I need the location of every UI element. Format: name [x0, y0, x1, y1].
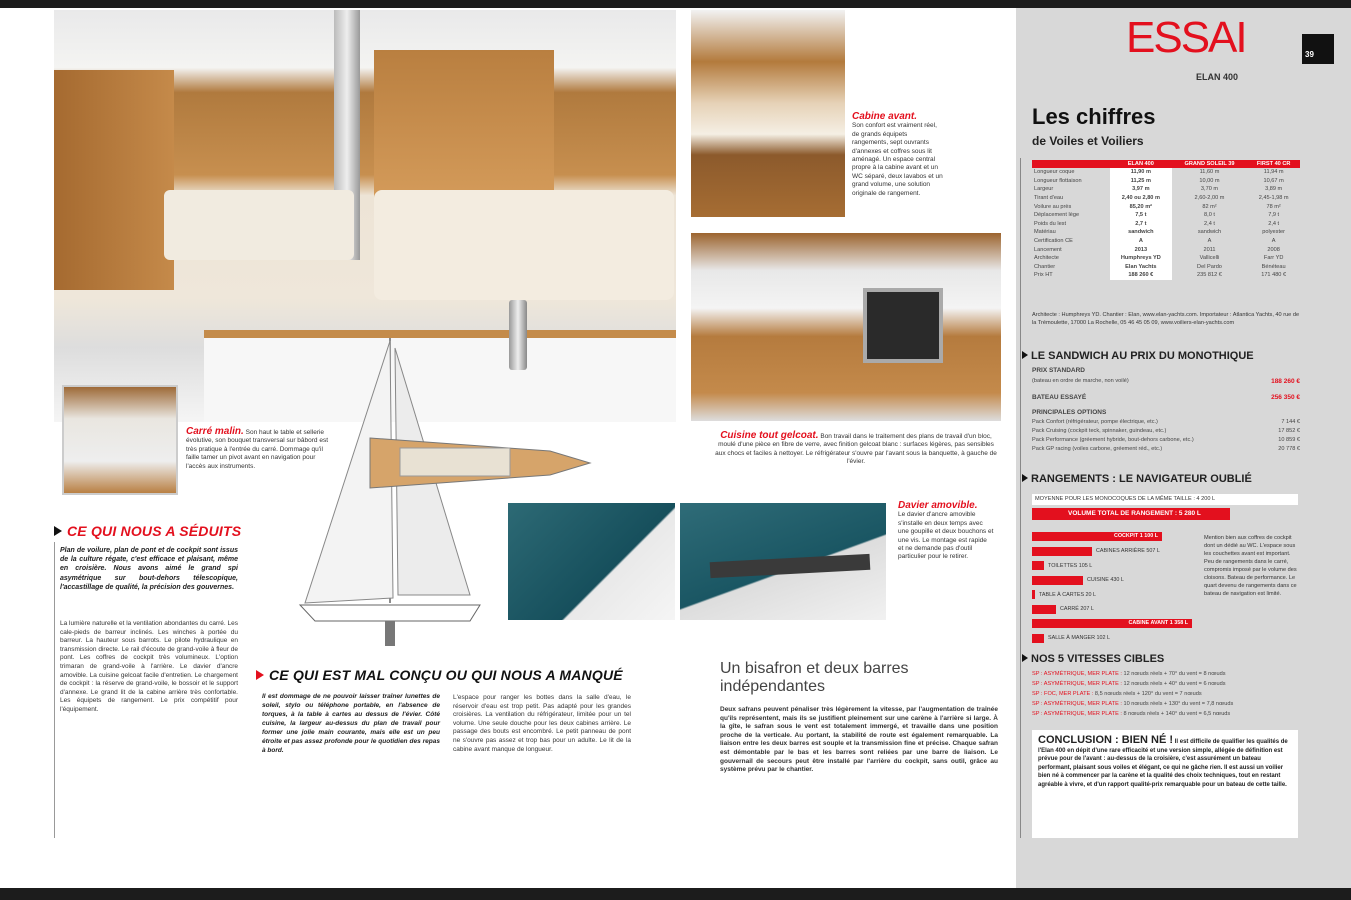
table-cell: 11,60 m: [1199, 169, 1220, 176]
divider: [54, 542, 55, 838]
heading-sandwich: LE SANDWICH AU PRIX DU MONOTHIQUE: [1022, 350, 1254, 362]
table-cell: Architecte: [1034, 255, 1059, 262]
storage-bar: [1032, 576, 1083, 585]
mal-concu-intro: Il est dommage de ne pouvoir laisser traîner lunettes de soleil, stylo ou téléphone portable, en l'absence de torques, à la table à cartes au dessus de l'évier. Côté cuisine, la largeur au-dessus du plan de travail pour former une jolie main courante, mais elle est un peu étroite et pas assez profonde pour le quotidien des repas à bord.: [262, 693, 440, 754]
specs-table: [1032, 160, 1300, 280]
caption-cuisine: [715, 432, 997, 467]
table-cell: 3,97 m: [1110, 185, 1172, 194]
seduits-intro: Plan de voilure, plan de pont et de cockpit sont issus de la culture régate, c'est efficace et plaisant, même en croisière. Nous avons aimé le grand spi asymétrique sur bout-dehors télescopique, l'accastillage de qualité, la précision des gouvernes.: [60, 547, 238, 591]
table-cell: A: [1207, 238, 1212, 245]
table-cell: Prix HT: [1034, 272, 1053, 279]
storage-bar-row: [1032, 605, 1094, 614]
table-cell: Del Pardo: [1197, 263, 1222, 270]
storage-bar-row: [1032, 619, 1192, 628]
table-cell: 2,60-2,00 m: [1194, 195, 1225, 202]
heading-rangements: RANGEMENTS : LE NAVIGATEUR OUBLIÉ: [1022, 473, 1252, 485]
rangement-moyenne: MOYENNE POUR LES MONOCOQUES DE LA MÊME TAILLE : 4 200 L: [1032, 494, 1298, 505]
seduits-points: La lumière naturelle et la ventilation abondantes du carré. Les cale-pieds de barreur inclinés. Les winches à portée du barreur. La hauteur sous barrots. Le pilote hydraulique en transmission directe. Le rail d'écoute de grand-voile à fleur de pont. Les coffres de cockpit très volumineux. L'option trimaran de grand-voile à l'arrière. Le davier d'ancre amovible. La cuisine gelcoat facile d'entretien. Le chargement de cockpit : la réserve de grand-voile, le bossoir et le support d'annexe. Le grand lit de la cabine arrière très confortable. Les équipets de rangement. Le prix compétitif pour l'équipement.: [60, 620, 238, 713]
section-title: ESSAI: [1126, 13, 1246, 62]
caption-title: Davier amovible.: [898, 500, 978, 511]
table-row: [1032, 194, 1300, 203]
table-row: [1032, 202, 1300, 211]
column-header: [1032, 160, 1110, 168]
table-row: [1032, 220, 1300, 229]
table-cell: 7,9 t: [1268, 212, 1280, 219]
table-cell: 82 m²: [1202, 203, 1217, 210]
option-row: Pack Cruising (cockpit teck, spinnaker, guindeau, etc.) 17 852 €: [1032, 428, 1300, 434]
table-cell: Largeur: [1034, 186, 1054, 193]
table-cell: 2,7 t: [1110, 220, 1172, 229]
table-header: [1032, 160, 1300, 168]
caption-cabine: [852, 113, 944, 198]
table-row: [1032, 254, 1300, 263]
galley-photo: [691, 233, 1001, 421]
table-cell: 10,00 m: [1199, 177, 1220, 184]
table-cell: 78 m²: [1266, 203, 1281, 210]
caption-carre: [186, 428, 328, 471]
column-header: ELAN 400: [1110, 160, 1172, 168]
table-cell: 2013: [1110, 245, 1172, 254]
bar-label: COCKPIT 1 100 L: [1113, 533, 1158, 539]
boat-name: ELAN 400: [1196, 72, 1239, 82]
table-cell: 85,20 m²: [1110, 202, 1172, 211]
table-row: [1032, 228, 1300, 237]
mal-concu-col2: L'espace pour ranger les bottes dans la salle d'eau, le réservoir d'eau est trop petit. Pas adapté pour les grandes croisières. La ventilation du réfrigérateur, limitée pour un tel volume. Une seule douche pour les deux cabines arrière. Le passage des bouts est encombré. Le petit panneau de pont ne s'ouvre pas assez et trop bas pour un adulte. Le lit de la cabine avant manque de longueur.: [453, 694, 631, 753]
table-cell: Voilure au près: [1034, 203, 1072, 210]
bateau-essaye-row: BATEAU ESSAYÉ 256 350 €: [1032, 394, 1300, 401]
storage-bar-row: [1032, 561, 1092, 570]
removable-bow-roller-photo: [680, 503, 886, 620]
caption-text: Son confort est vraiment réel, de grands équipets rangements, sept ouvrants d'annexes et coffres sous lit aménagé. Un espace central propre à la cabine avant et un WC séparé, deux lavabos et un grand volume, une solution originale de rangement.: [852, 122, 943, 197]
table-cell: 10,67 m: [1263, 177, 1284, 184]
table-cell: 2011: [1203, 246, 1216, 253]
storage-bar: [1032, 547, 1092, 556]
column-header: FIRST 40 CR: [1247, 160, 1300, 168]
table-cell: 11,25 m: [1110, 177, 1172, 186]
table-cell: 8,0 t: [1204, 212, 1215, 219]
option-row: Pack Performance (gréement hybride, bout-dehors carbone, etc.) 10 859 €: [1032, 437, 1300, 443]
heading-vitesses: NOS 5 VITESSES CIBLES: [1022, 653, 1164, 665]
option-row: Pack GP racing (voiles carbone, gréement réd., etc.) 20 778 €: [1032, 446, 1300, 452]
table-cell: 2,4 t: [1268, 220, 1280, 227]
table-cell: sandwich: [1110, 228, 1172, 237]
table-cell: Vallicelli: [1199, 255, 1220, 262]
bar-label: CARRÉ 207 L: [1060, 606, 1094, 612]
storage-bar-row: [1032, 576, 1124, 585]
figures-subtitle: de Voiles et Voiliers: [1032, 134, 1144, 148]
heading-mal-concu: CE QUI EST MAL CONÇU OU QUI NOUS A MANQUÉ: [256, 667, 623, 683]
table-cell: 11,94 m: [1263, 169, 1284, 176]
table-cell: Chantier: [1034, 263, 1056, 270]
chart-table-inset-photo: [62, 385, 178, 495]
table-cell: 3,89 m: [1265, 186, 1283, 193]
table-cell: Bénéteau: [1261, 263, 1286, 270]
caption-title: Cuisine tout gelcoat.: [720, 430, 819, 441]
table-cell: A: [1110, 237, 1172, 246]
table-row: [1032, 177, 1300, 186]
table-cell: Humphreys YD: [1110, 254, 1172, 263]
table-cell: Elan Yachts: [1110, 263, 1172, 272]
rangement-total: VOLUME TOTAL DE RANGEMENT : 5 280 L: [1032, 508, 1230, 520]
table-cell: A: [1271, 238, 1276, 245]
storage-bar: [1032, 634, 1044, 643]
table-cell: Poids du lest: [1034, 220, 1067, 227]
table-row: [1032, 185, 1300, 194]
prix-standard-note-row: (bateau en ordre de marche, non voilé) 188 260 €: [1032, 378, 1300, 385]
table-cell: 2,45-1,98 m: [1258, 195, 1289, 202]
table-row: [1032, 237, 1300, 246]
speed-row: SP : ASYMÉTRIQUE, MER PLATE : 12 nœuds réels + 70° du vent = 8 nœuds: [1032, 671, 1226, 677]
bar-label: TABLE À CARTES 20 L: [1039, 591, 1097, 598]
storage-bar: [1032, 590, 1035, 599]
bar-label: TOILETTES 105 L: [1048, 562, 1093, 569]
page-number: 39: [1302, 34, 1334, 64]
storage-bar-row: [1032, 547, 1160, 556]
bar-label: SALLE À MANGER 102 L: [1048, 635, 1111, 641]
speed-row: SP : ASYMÉTRIQUE, MER PLATE : 10 nœuds réels + 130° du vent = 7,8 nœuds: [1032, 701, 1234, 707]
table-cell: Déplacement lège: [1034, 212, 1080, 219]
table-row: [1032, 168, 1300, 177]
bar-label: CABINE AVANT 1 358 L: [1128, 620, 1188, 626]
conclusion-box: [1032, 730, 1298, 838]
table-cell: Farr YD: [1263, 255, 1284, 262]
table-cell: 2,40 ou 2,80 m: [1110, 194, 1172, 203]
caption-text: Bon travail dans le traitement des plans de travail d'un bloc, moulé d'une pièce en fibre de verre, avec finition gelcoat blanc : surfaces légères, pas sensibles aux chocs et faciles à nettoyer. Le réfrigérateur s'ouvre par l'avant sous la banquette, à gauche de l'évier.: [715, 433, 997, 466]
table-cell: 11,90 m: [1110, 168, 1172, 177]
speed-row: SP : FOC, MER PLATE : 8,5 nœuds réels + 120° du vent = 7 nœuds: [1032, 691, 1202, 697]
table-cell: 7,5 t: [1110, 211, 1172, 220]
table-row: [1032, 263, 1300, 272]
forward-cabin-photo: [691, 10, 845, 217]
bar-label: CUISINE 430 L: [1087, 577, 1124, 583]
storage-bar-row: [1032, 634, 1110, 643]
divider: [1020, 158, 1021, 838]
option-row: Pack Confort (réfrigérateur, pompe électrique, etc.) 7 144 €: [1032, 419, 1300, 425]
table-cell: polyester: [1262, 229, 1285, 236]
caption-title: Cabine avant.: [852, 111, 918, 122]
table-row: [1032, 245, 1300, 254]
bar-label: CABINES ARRIÈRE 507 L: [1096, 548, 1160, 554]
table-row: [1032, 271, 1300, 280]
conclusion-heading: CONCLUSION : BIEN NÉ !: [1038, 734, 1174, 746]
sail-plan-drawing: [290, 333, 600, 658]
caption-title: Carré malin.: [186, 426, 244, 437]
table-cell: Lancement: [1034, 246, 1062, 253]
conclusion-text: Il est difficile de qualifier les qualités de l'Elan 400 en dépit d'une rare efficacité et une version simple, allégée de définition est prévue pour de l'avant : au-dessus de la croisière, c'est assurément un bateau performant, plaisant sous voiles et élégant, ce qui ne gâche rien. Il est aussi un voilier bien né à commencer par la carène et la qualité des choix techniques, tout en restant agréable à vivre, et d'un rapport qualité-prix remarquable pour un bateau de cette taille.: [1038, 739, 1288, 788]
table-cell: Certification CE: [1034, 238, 1073, 245]
storage-bar-row: [1032, 532, 1162, 541]
storage-bar: [1032, 532, 1162, 541]
table-cell: Longueur coque: [1034, 169, 1075, 176]
table-cell: Matériau: [1034, 229, 1056, 236]
table-cell: 3,70 m: [1200, 186, 1219, 193]
article-title: Un bisafron et deux barres indépendantes: [720, 660, 909, 695]
storage-bar-row: [1032, 590, 1096, 599]
speed-row: SP : ASYMÉTRIQUE, MER PLATE : 8 nœuds réels + 140° du vent = 6,5 nœuds: [1032, 711, 1231, 717]
contact-info: Architecte : Humphreys YD. Chantier : Elan, www.elan-yachts.com. Importateur : Atlantica Yachts, 40 rue de la Trémoulette, 17000 La Rochelle, 05 46 45 05 09, www.voiliers-elan-yachts.com: [1032, 312, 1300, 326]
caption-text: Le davier d'ancre amovible s'installe en deux temps avec une goupille et deux bouchons et une vis. Le montage est rapide et ne demande pas d'outil particulier pour le retirer.: [898, 511, 994, 561]
storage-bar: [1032, 561, 1044, 570]
storage-bar: [1032, 605, 1056, 614]
table-cell: Tirant d'eau: [1034, 195, 1064, 202]
table-cell: 2008: [1267, 246, 1280, 253]
table-cell: Longueur flottaison: [1034, 177, 1082, 184]
table-cell: 2,4 t: [1204, 220, 1215, 227]
article-text: Deux safrans peuvent pénaliser très légèrement la vitesse, par l'augmentation de traînée qu'ils représentent, mais ils se justifient pleinement sur une carène à l'arrière si large. À la gîte, le safran sous le vent est totalement immergé, et travaille dans une position proche de la verticale. Au portant, la stabilité de route est également remarquable. La liaison entre les deux barres est souple et la transmission fine et précise. Chaque safran est démontable par le bas et les barres sont reliées par une barre de liaison. Le gouvernail de secours peut être installé par l'arrière du cockpit, sans outil, grâce au système prévu par le chantier.: [720, 706, 998, 774]
magazine-spread: [0, 8, 1351, 888]
table-cell: 188 260 €: [1110, 271, 1172, 280]
table-cell: sandwich: [1197, 229, 1222, 236]
options-label: PRINCIPALES OPTIONS: [1032, 409, 1107, 416]
rangement-note: Mention bien aux coffres de cockpit dont un dédié au WC. L'espace sous les couchettes avant est important. Peu de rangements dans le carré, compromis imposé par le volume des cloisons. Bateau de performance. Le quart devenu de rangements dans ce bateau de navigation est limité.: [1204, 535, 1297, 597]
figures-title: Les chiffres: [1032, 104, 1156, 129]
table-cell: 171 480 €: [1261, 272, 1287, 279]
prix-standard-row: PRIX STANDARD: [1032, 367, 1085, 374]
caption-text: Son haut le table et sellerie évolutive, son bouquet transversal sur bâbord est très pratique à l'entrée du carré. Dommage qu'il faille tamer un pivot avant en navigation pour l'accès aux instruments.: [186, 429, 329, 470]
speed-row: SP : ASYMÉTRIQUE, MER PLATE : 12 nœuds réels + 40° du vent = 6 nœuds: [1032, 681, 1226, 687]
storage-bar: [1032, 619, 1192, 628]
caption-davier: [898, 502, 994, 562]
heading-seduits: CE QUI NOUS A SÉDUITS: [54, 523, 241, 539]
table-cell: 235 812 €: [1197, 272, 1222, 279]
table-row: [1032, 211, 1300, 220]
column-header: GRAND SOLEIL 39: [1172, 160, 1248, 168]
